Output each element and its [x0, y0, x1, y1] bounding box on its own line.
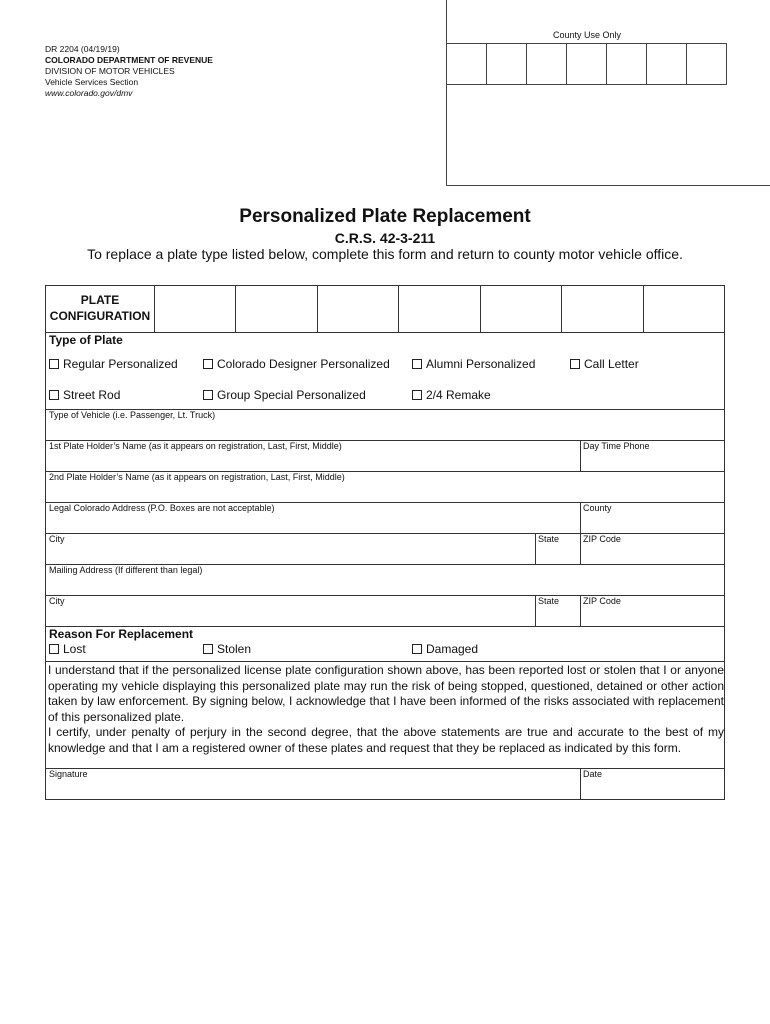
city-field[interactable]: City — [49, 534, 65, 544]
checkbox[interactable] — [412, 359, 422, 369]
county-use-box — [446, 0, 770, 186]
legal-address-field[interactable]: Legal Colorado Address (P.O. Boxes are not acceptable) — [49, 503, 275, 513]
plate-label-line1: PLATE — [80, 293, 120, 307]
option-label: Damaged — [426, 642, 479, 656]
option-label: Lost — [63, 642, 86, 656]
county-use-cells — [447, 43, 727, 85]
page-title: Personalized Plate Replacement — [239, 206, 531, 227]
replacement-form — [45, 285, 725, 800]
option-label: Stolen — [217, 642, 252, 656]
option-call-letter[interactable] — [570, 357, 639, 371]
option-colorado-designer[interactable] — [203, 357, 390, 371]
divider — [580, 440, 581, 471]
date-field[interactable]: Date — [583, 769, 603, 779]
divider — [46, 332, 724, 333]
option-label: Alumni Personalized — [426, 357, 536, 371]
county-cell[interactable] — [567, 44, 607, 84]
option-regular-personalized[interactable] — [49, 357, 178, 371]
website-link[interactable]: www.colorado.gov/dmv — [45, 88, 133, 98]
option-street-rod[interactable] — [49, 388, 120, 402]
department-name: COLORADO DEPARTMENT OF REVENUE — [45, 55, 213, 65]
zip-field[interactable]: ZIP Code — [583, 534, 621, 544]
option-label: 2/4 Remake — [426, 388, 491, 402]
option-label: Call Letter — [584, 357, 639, 371]
page-subtitle: C.R.S. 42-3-211 — [334, 230, 436, 246]
divider — [46, 533, 724, 534]
divider — [580, 533, 581, 564]
checkbox[interactable] — [49, 644, 59, 654]
checkbox[interactable] — [203, 359, 213, 369]
option-label: Group Special Personalized — [217, 388, 366, 402]
county-cell[interactable] — [447, 44, 487, 84]
county-cell[interactable] — [487, 44, 527, 84]
county-cell[interactable] — [527, 44, 567, 84]
mailing-city-field[interactable]: City — [49, 596, 65, 606]
certification-para1: I understand that if the personalized license plate configuration shown above, has been reported lost or stolen that I or anyone operating my vehicle displaying this personalized plate may run the risk of being stopped, questioned, detained or other action taken by law enforcement. By signing below, I acknowledge that I have been informed of the risks associated with replacement of this personalized plate. — [48, 663, 724, 724]
checkbox[interactable] — [49, 359, 59, 369]
mailing-address-field[interactable]: Mailing Address (If different than legal) — [49, 565, 203, 575]
reason-heading: Reason For Replacement — [49, 627, 194, 641]
divider — [535, 595, 536, 626]
instructions: To replace a plate type listed below, complete this form and return to county motor vehicle office. — [87, 246, 683, 262]
option-label: Colorado Designer Personalized — [217, 357, 390, 371]
divider — [46, 661, 724, 662]
plate-character-cell[interactable] — [480, 286, 561, 332]
divider — [580, 768, 581, 800]
county-field[interactable]: County — [583, 503, 612, 513]
option-alumni[interactable] — [412, 357, 535, 371]
form-number: DR 2204 (04/19/19) — [45, 44, 120, 54]
checkbox[interactable] — [570, 359, 580, 369]
divider — [535, 533, 536, 564]
divider — [46, 768, 724, 769]
plate-character-cell[interactable] — [643, 286, 724, 332]
option-remake[interactable] — [412, 388, 491, 402]
plate-character-cell[interactable] — [398, 286, 479, 332]
holder2-name-field[interactable]: 2nd Plate Holder’s Name (as it appears on registration, Last, First, Middle) — [49, 472, 345, 482]
county-use-label: County Use Only — [552, 30, 622, 40]
checkbox[interactable] — [412, 390, 422, 400]
option-group-special[interactable] — [203, 388, 366, 402]
checkbox[interactable] — [412, 644, 422, 654]
plate-character-cell[interactable] — [317, 286, 398, 332]
holder1-name-field[interactable]: 1st Plate Holder’s Name (as it appears on registration, Last, First, Middle) — [49, 441, 342, 451]
divider — [580, 502, 581, 533]
certification-text — [48, 663, 724, 757]
plate-character-cell[interactable] — [154, 286, 235, 332]
option-label: Regular Personalized — [63, 357, 178, 371]
reason-damaged[interactable] — [412, 642, 478, 656]
reason-stolen[interactable] — [203, 642, 251, 656]
plate-configuration-cells — [154, 286, 724, 332]
county-cell[interactable] — [687, 44, 726, 84]
day-phone-field[interactable]: Day Time Phone — [583, 441, 650, 451]
option-label: Street Rod — [63, 388, 121, 402]
plate-configuration-label — [46, 292, 154, 324]
checkbox[interactable] — [203, 390, 213, 400]
vehicle-type-field[interactable]: Type of Vehicle (i.e. Passenger, Lt. Truck) — [49, 410, 216, 420]
checkbox[interactable] — [49, 390, 59, 400]
plate-character-cell[interactable] — [235, 286, 316, 332]
plate-character-cell[interactable] — [561, 286, 642, 332]
checkbox[interactable] — [203, 644, 213, 654]
county-cell[interactable] — [647, 44, 687, 84]
certification-para2: I certify, under penalty of perjury in the second degree, that the above statements are true and accurate to the best of my knowledge and that I am a registered owner of these plates and request that they be replaced as indicated by this form. — [48, 725, 724, 755]
reason-lost[interactable] — [49, 642, 86, 656]
state-field[interactable]: State — [538, 534, 560, 544]
type-of-plate-heading: Type of Plate — [49, 333, 123, 347]
divider — [46, 595, 724, 596]
county-cell[interactable] — [607, 44, 647, 84]
mailing-zip-field[interactable]: ZIP Code — [583, 596, 621, 606]
division-name: DIVISION OF MOTOR VEHICLES — [45, 66, 175, 76]
mailing-state-field[interactable]: State — [538, 596, 560, 606]
signature-field[interactable]: Signature — [49, 769, 88, 779]
section-name: Vehicle Services Section — [45, 77, 139, 87]
form-header — [45, 44, 213, 99]
plate-label-line2: CONFIGURATION — [49, 309, 151, 323]
divider — [580, 595, 581, 626]
